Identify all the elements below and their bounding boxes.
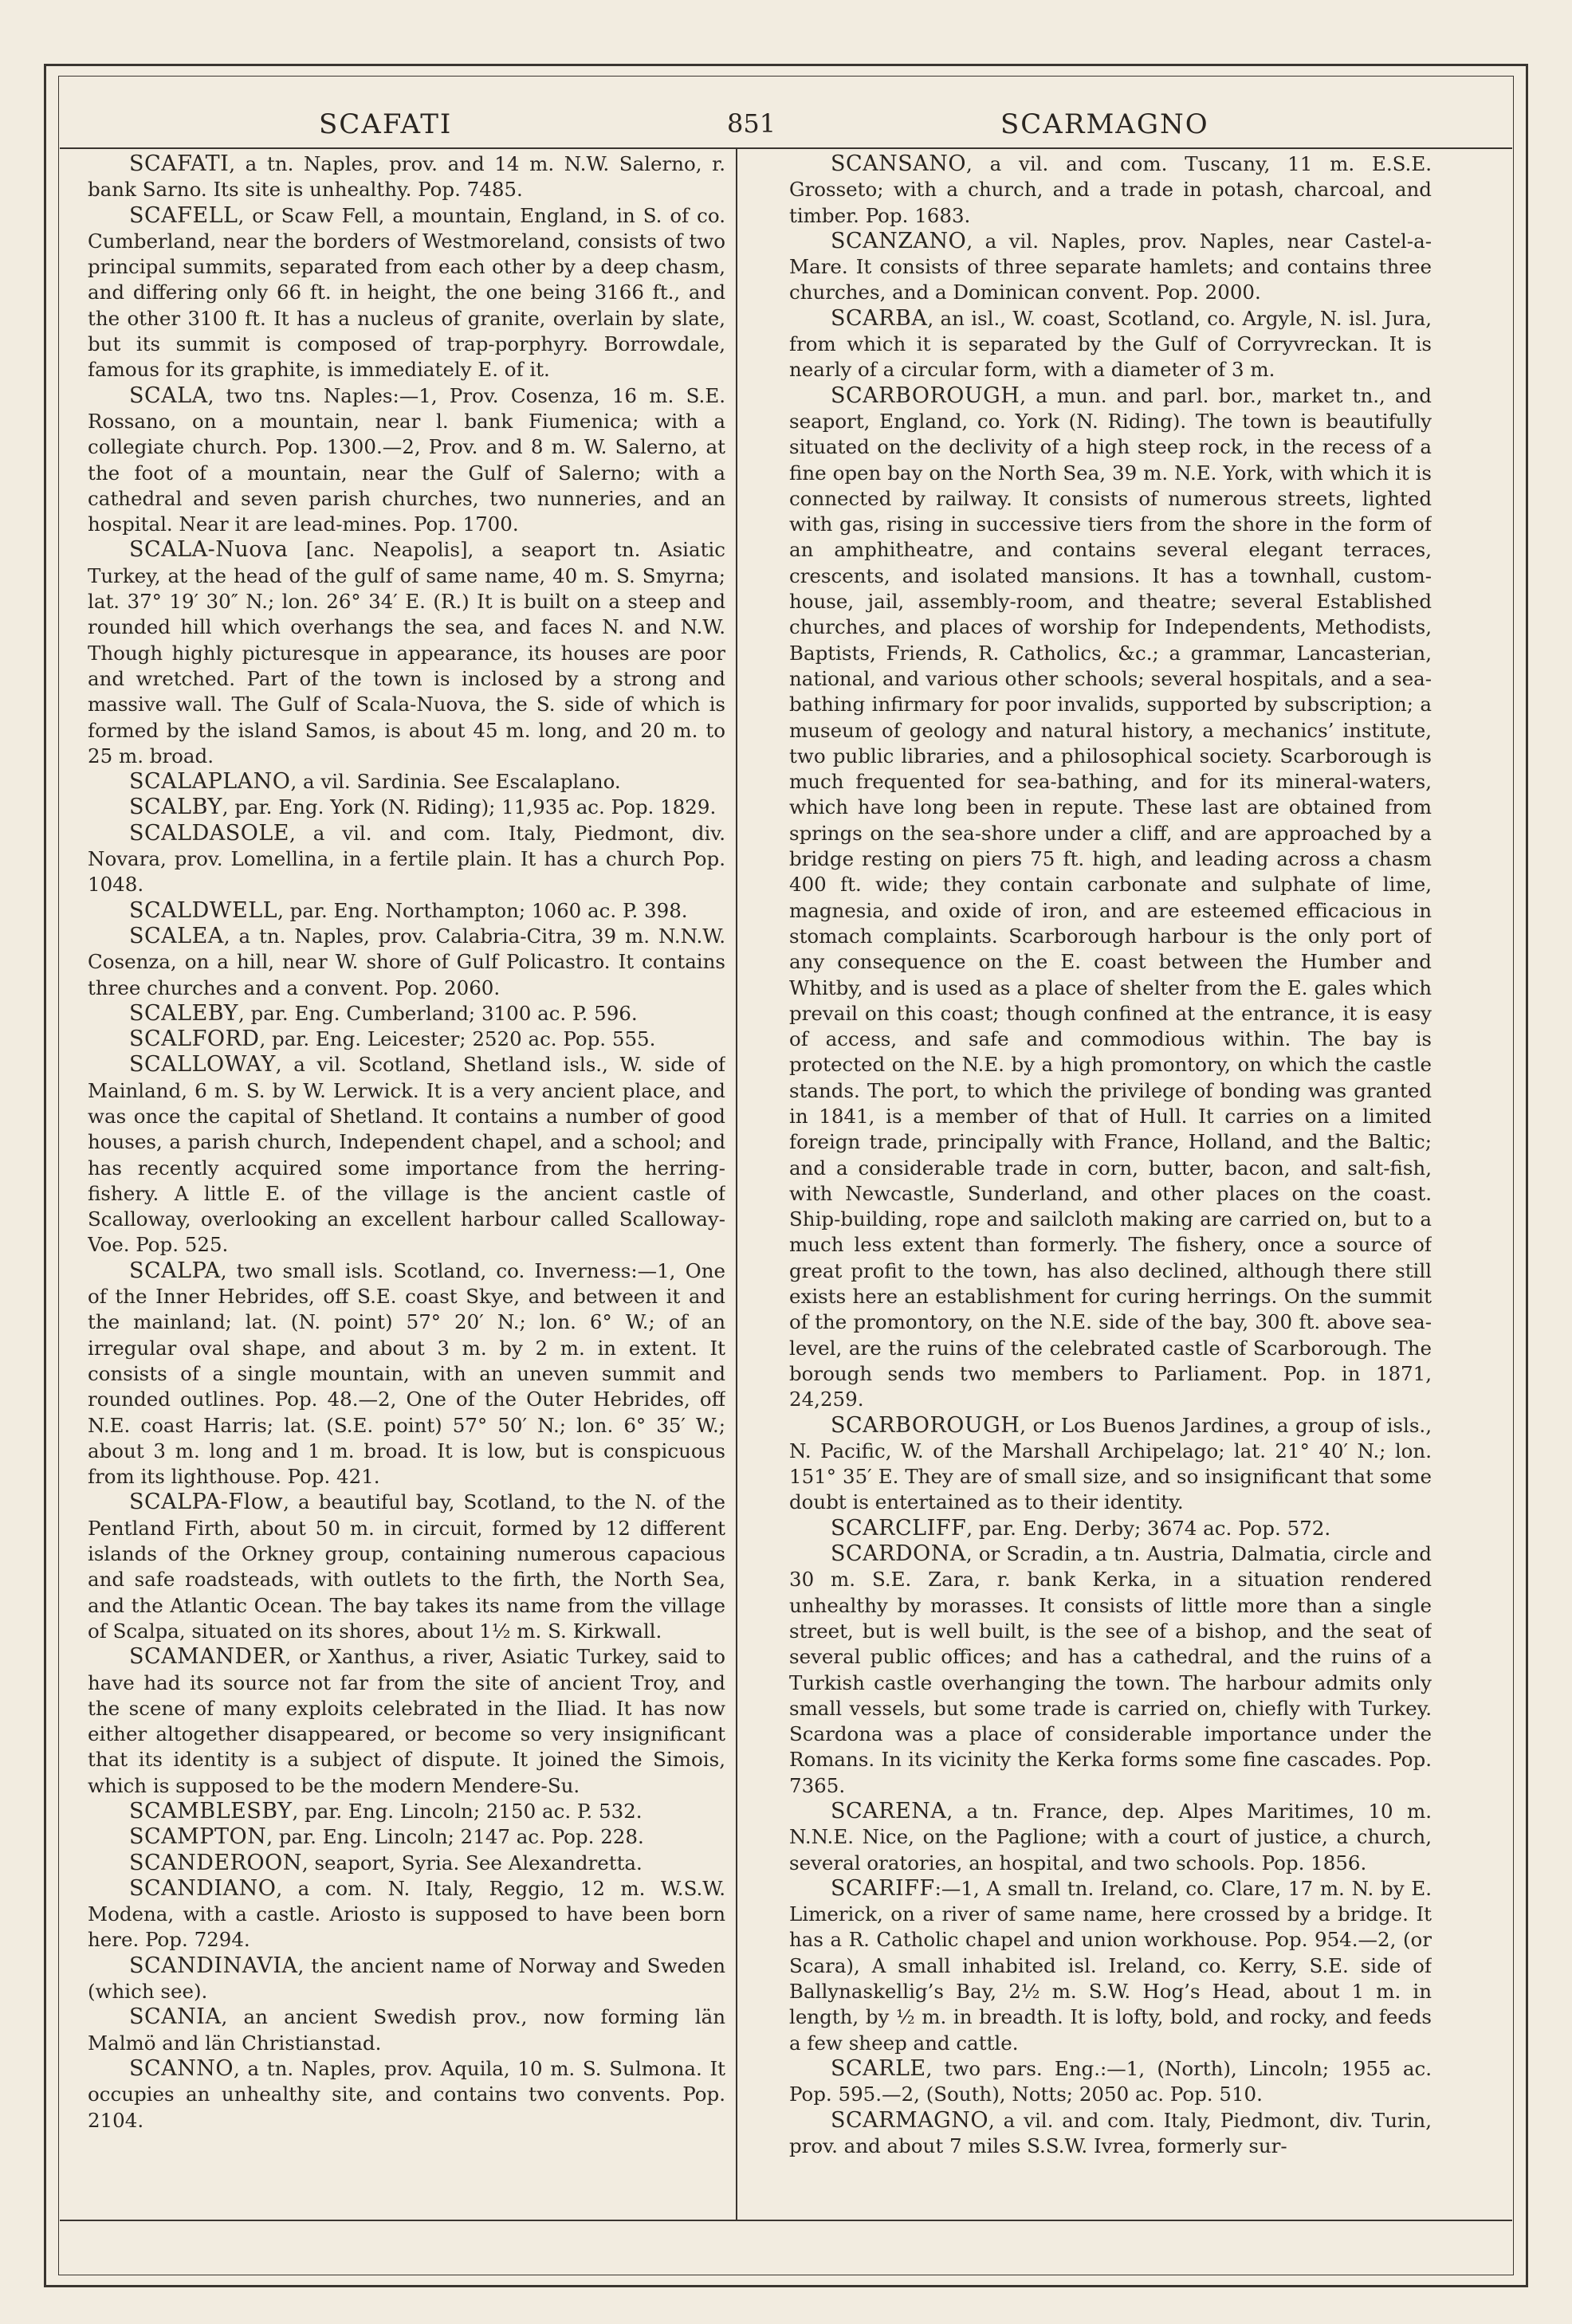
entry-text: , a tn. Naples, prov. Calabria-Citra, 39 m. N.N.W. Cosenza, on a hill, near W. shore of Gulf Policastro. It contains three churches and a convent. Pop. 2060. xyxy=(88,924,725,999)
entry-headword: SCANDIANO xyxy=(129,1875,277,1901)
gazetteer-entry xyxy=(88,1052,725,1258)
entry-headword: SCAMBLESBY xyxy=(129,1799,293,1823)
entry-headword: SCAMANDER xyxy=(129,1644,285,1670)
left-column xyxy=(88,151,725,2216)
entry-headword: SCALA-Nuova xyxy=(129,537,289,563)
gazetteer-entry xyxy=(88,1876,725,1953)
entry-text: , the ancient name of Norway and Sweden (which see). xyxy=(88,1953,725,2004)
gazetteer-entry xyxy=(88,1027,725,1052)
entry-text: , an ancient Swedish prov., now forming län Malmö and län Christianstad. xyxy=(88,2005,725,2055)
entry-text: , a vil. and com. Italy, Piedmont, div. Turin, prov. and about 7 miles S.S.W. Ivrea, formerly sur- xyxy=(789,2108,1432,2157)
entry-text: , a com. N. Italy, Reggio, 12 m. W.S.W. Modena, with a castle. Ariosto is supposed to have been born here. Pop. 7294. xyxy=(88,1876,725,1952)
entry-text: , an isl., W. coast, Scotland, co. Argyle, N. isl. Jura, from which it is separated by the Gulf of Corryvreckan. It is nearly of a circular form, with a diameter of 3 m. xyxy=(789,306,1432,382)
entry-text: , a vil. Naples, prov. Naples, near Castel-a-Mare. It consists of three separate hamlets; and contains three churches, and a Dominican convent. Pop. 2000. xyxy=(789,229,1432,304)
entry-text: , par. Eng. Cumberland; 3100 ac. P. 596. xyxy=(238,1001,638,1025)
gazetteer-entry xyxy=(88,1001,725,1027)
running-head-left: SCAFATI xyxy=(319,108,453,140)
entry-text: , a beautiful bay, Scotland, to the N. of the Pentland Firth, about 50 m. in circuit, formed by 12 different islands of the Orkney group, containing numerous capacious and safe roadsteads, with outlets to the firth, the North Sea, and the Atlantic Ocean. The bay takes its name from the village of Scalpa, situated on its shores, about 1½ m. S. Kirkwall. xyxy=(88,1490,725,1643)
entry-text: , par. Eng. Lincoln; 2147 ac. Pop. 228. xyxy=(266,1825,644,1849)
column-divider xyxy=(736,147,737,2220)
entry-headword: SCARLE xyxy=(831,2055,926,2081)
gazetteer-entry xyxy=(789,1413,1432,1516)
entry-headword: SCARBOROUGH xyxy=(831,1412,1020,1438)
gazetteer-entry xyxy=(88,769,725,795)
gazetteer-entry xyxy=(88,795,725,820)
gazetteer-entry xyxy=(88,537,725,769)
entry-text: , two small isls. Scotland, co. Inverness:—1, One of the Inner Hebrides, off S.E. coast Skye, and between it and the mainland; lat. (N. point) 57° 20′ N.; lon. 6° W.; of an irregular oval shape, and about 3 m. by 2 m. in extent. It consists of a single mountain, with an uneven summit and rounded outlines. Pop. 48.—2, One of the Outer Hebrides, off N.E. coast Harris; lat. (S.E. point) 57° 50′ N.; lon. 6° 35′ W.; about 3 m. long and 1 m. broad. It is low, but is conspicuous from its lighthouse. Pop. 421. xyxy=(88,1258,725,1489)
entry-headword: SCARIFF xyxy=(831,1875,935,1901)
gazetteer-entry xyxy=(88,1824,725,1850)
entry-text: , seaport, Syria. See Alexandretta. xyxy=(301,1851,643,1875)
gazetteer-entry xyxy=(88,1258,725,1490)
entry-headword: SCANZANO xyxy=(831,228,967,253)
gazetteer-entry xyxy=(88,924,725,1001)
gazetteer-entry xyxy=(789,2056,1432,2108)
page-number: 851 xyxy=(727,108,776,139)
entry-text: , a vil. and com. Italy, Piedmont, div. Novara, prov. Lomellina, in a fertile plain. It has a church Pop. 1048. xyxy=(88,821,725,897)
gazetteer-entry xyxy=(88,2004,725,2056)
entry-text: , or Xanthus, a river, Asiatic Turkey, said to have had its source not far from the site of ancient Troy, and the scene of many exploits celebrated in the Iliad. It has now either altogether disappeared, or become so very insignificant that its identity is a subject of dispute. It joined the Simois, which is supposed to be the modern Mendere-Su. xyxy=(88,1645,725,1797)
entry-headword: SCARDONA xyxy=(831,1541,966,1567)
entry-text: , a tn. Naples, prov. Aquila, 10 m. S. Sulmona. It occupies an unhealthy site, and contains two convents. Pop. 2104. xyxy=(88,2056,725,2132)
gazetteer-entry xyxy=(789,2108,1432,2160)
entry-headword: SCANDINAVIA xyxy=(129,1953,298,1978)
entry-text: , a vil. Scotland, Shetland isls., W. side of Mainland, 6 m. S. by W. Lerwick. It is a very ancient place, and was once the capital of Shetland. It contains a number of good houses, a parish church, Independent chapel, and a school; and has recently acquired some importance from the herring-fishery. A little E. of the village is the ancient castle of Scalloway, overlooking an excellent harbour called Scalloway-Voe. Pop. 525. xyxy=(88,1053,725,1257)
entry-headword: SCALLOWAY xyxy=(129,1052,276,1078)
gazetteer-entry xyxy=(88,821,725,898)
entry-headword: SCARMAGNO xyxy=(831,2107,988,2133)
entry-text: , two tns. Naples:—1, Prov. Cosenza, 16 m. S.E. Rossano, on a mountain, near l. bank Fiumenica; with a collegiate church. Pop. 1300.—2, Prov. and 8 m. W. Salerno, at the foot of a mountain, near the Gulf of Salerno; with a cathedral and seven parish churches, two nunneries, and an hospital. Near it are lead-mines. Pop. 1700. xyxy=(88,383,725,536)
entry-headword: SCALPA-Flow xyxy=(129,1490,284,1515)
entry-headword: SCARCLIFF xyxy=(831,1515,967,1541)
entry-headword: SCALA xyxy=(129,383,208,408)
gazetteer-entry xyxy=(88,898,725,924)
entry-headword: SCALEBY xyxy=(129,1000,238,1026)
gazetteer-entry xyxy=(789,306,1432,383)
entry-headword: SCANDEROON xyxy=(129,1850,302,1875)
entry-text: , or Scaw Fell, a mountain, England, in S. of co. Cumberland, near the borders of Westmoreland, consists of two principal summits, separated from each other by a deep chasm, and differing only 66 ft. in height, the one being 3166 ft., and the other 3100 ft. It has a nucleus of granite, overlain by slate, but its summit is composed of trap-porphyry. Borrowdale, famous for its graphite, is immediately E. of it. xyxy=(88,203,725,382)
gazetteer-entry xyxy=(789,229,1432,306)
gazetteer-entry xyxy=(88,2056,725,2134)
right-column xyxy=(789,151,1432,2216)
gazetteer-entry xyxy=(88,151,725,203)
entry-text: , par. Eng. Lincoln; 2150 ac. P. 532. xyxy=(292,1800,643,1823)
entry-text: :—1, A small tn. Ireland, co. Clare, 17 m. N. by E. Limerick, on a river of same name, here crossed by a bridge. It has a R. Catholic chapel and union workhouse. Pop. 954.—2, (or Scara), A small inhabited isl. Ireland, co. Kerry, S.E. side of Ballynaskellig’s Bay, 2½ m. S.W. Hog’s Head, about 1 m. in length, by ½ m. in breadth. It is lofty, bold, and rocky, and feeds a few sheep and cattle. xyxy=(789,1876,1432,2055)
gazetteer-entry xyxy=(789,1876,1432,2056)
entry-headword: SCALBY xyxy=(129,795,222,820)
entry-headword: SCAMPTON xyxy=(129,1824,267,1850)
gazetteer-entry xyxy=(789,1516,1432,1541)
gazetteer-entry xyxy=(789,1541,1432,1799)
gazetteer-entry xyxy=(88,1851,725,1876)
entry-headword: SCANSANO xyxy=(831,151,967,176)
entry-text: , or Scradin, a tn. Austria, Dalmatia, circle and 30 m. S.E. Zara, r. bank Kerka, in a situation rendered unhealthy by morasses. It consists of little more than a single street, but is well built, is the see of a bishop, and the seat of several public offices; and has a cathedral, and the ruins of a Turkish castle overhanging the town. The harbour admits only small vessels, but some trade is carried on, chiefly with Turkey. Scardona was a place of considerable importance under the Romans. In its vicinity the Kerka forms some fine cascades. Pop. 7365. xyxy=(789,1542,1432,1797)
entry-text: , par. Eng. York (N. Riding); 11,935 ac. Pop. 1829. xyxy=(222,795,717,819)
header-rule xyxy=(60,147,1512,149)
entry-text: , two pars. Eng.:—1, (North), Lincoln; 1955 ac. Pop. 595.—2, (South), Notts; 2050 ac. Pop. 510. xyxy=(789,2056,1432,2106)
entry-headword: SCAFATI xyxy=(129,151,230,176)
gazetteer-entry xyxy=(789,383,1432,1413)
footer-rule xyxy=(60,2220,1512,2221)
entry-text: , a vil. Sardinia. See Escalaplano. xyxy=(290,770,621,794)
entry-text: , a tn. Naples, prov. and 14 m. N.W. Salerno, r. bank Sarno. Its site is unhealthy. Pop. 7485. xyxy=(88,152,725,202)
gazetteer-entry xyxy=(88,383,725,538)
entry-text: , or Los Buenos Jardines, a group of isls., N. Pacific, W. of the Marshall Archipelago; lat. 21° 40′ N.; lon. 151° 35′ E. They are of small size, and so insignificant that some doubt is entertained as to their identity. xyxy=(789,1413,1432,1514)
entry-text: , par. Eng. Derby; 3674 ac. Pop. 572. xyxy=(966,1516,1331,1540)
gazetteer-entry xyxy=(789,1799,1432,1876)
gazetteer-entry xyxy=(88,1953,725,2005)
entry-headword: SCARBA xyxy=(831,305,928,331)
gazetteer-entry xyxy=(88,1799,725,1824)
gazetteer-entry xyxy=(789,151,1432,229)
entry-text: , par. Eng. Northampton; 1060 ac. P. 398. xyxy=(277,898,688,922)
entry-headword: SCALEA xyxy=(129,923,224,948)
entry-headword: SCANNO xyxy=(129,2055,234,2081)
gazetteer-entry xyxy=(88,203,725,383)
gazetteer-entry xyxy=(88,1490,725,1644)
entry-text: , a mun. and parl. bor., market tn., and seaport, England, co. York (N. Riding). The town is beautifully situated on the declivity of a high steep rock, in the recess of a fine open bay on the North Sea, 39 m. N.E. York, with which it is connected by railway. It consists of numerous streets, lighted with gas, rising in successive tiers from the shore in the form of an amphitheatre, and contains several elegant terraces, crescents, and isolated mansions. It has a townhall, custom-house, jail, assembly-room, and theatre; several Established churches, and places of worship for Independents, Methodists, Baptists, Friends, R. Catholics, &c.; a grammar, Lancasterian, national, and various other schools; several hospitals, and a sea-bathing infirmary for poor invalids, supported by subscription; a museum of geology and natural history, a mechanics’ institute, two public libraries, and a philosophical society. Scarborough is much frequented for sea-bathing, and for its mineral-waters, which have long been in repute. These last are obtained from springs on the sea-shore under a cliff, and are approached by a bridge resting on piers 75 ft. high, and leading across a chasm 400 ft. wide; they contain carbonate and sulphate of lime, magnesia, and oxide of iron, and are esteemed efficacious in stomach complaints. Scarborough harbour is the only port of any consequence on the E. coast between the Humber and Whitby, and is used as a place of shelter from the E. gales which prevail on this coast; though confined at the entrance, it is easy of access, and safe and commodious within. The bay is protected on the N.E. by a high promontory, on which the castle stands. The port, to which the privilege of bonding was granted in 1841, is a member of that of Hull. It carries on a limited foreign trade, principally with France, Holland, and the Baltic; and a considerable trade in corn, butter, bacon, and salt-fish, with Newcastle, Sunderland, and other places on the coast. Ship-building, rope and sailcloth making are carried on, but to a much less extent than formerly. The fishery, once a source of great profit to the town, has also declined, although there still exists here an establishment for curing herrings. On the summit of the promontory, on the N.E. side of the bay, 300 ft. above sea-level, are the ruins of the celebrated castle of Scarborough. The borough sends two members to Parliament. Pop. in 1871, 24,259. xyxy=(789,383,1432,1411)
entry-headword: SCALAPLANO xyxy=(129,769,291,795)
entry-headword: SCALFORD xyxy=(129,1027,260,1052)
entry-headword: SCAFELL xyxy=(129,202,238,228)
entry-text: [anc. Neapolis], a seaport tn. Asiatic Turkey, at the head of the gulf of same name, 40 m. S. Smyrna; lat. 37° 19′ 30″ N.; lon. 26° 34′ E. (R.) It is built on a steep and rounded hill which overhangs the sea, and faces N. and N.W. Though highly picturesque in appearance, its houses are poor and wretched. Part of the town is inclosed by a strong and massive wall. The Gulf of Scala-Nuova, the S. side of which is formed by the island Samos, is about 45 m. long, and 20 m. to 25 m. broad. xyxy=(88,538,725,767)
entry-headword: SCARBOROUGH xyxy=(831,383,1020,408)
entry-headword: SCARENA xyxy=(831,1799,947,1823)
gazetteer-entry xyxy=(88,1644,725,1799)
entry-headword: SCALDASOLE xyxy=(129,820,290,846)
entry-text: , a tn. France, dep. Alpes Maritimes, 10 m. N.N.E. Nice, on the Paglione; with a court of justice, a church, several oratories, an hospital, and two schools. Pop. 1856. xyxy=(789,1800,1432,1875)
running-head-right: SCARMAGNO xyxy=(1000,108,1209,140)
entry-headword: SCALPA xyxy=(129,1258,221,1283)
entry-text: , par. Eng. Leicester; 2520 ac. Pop. 555. xyxy=(259,1027,656,1051)
entry-text: , a vil. and com. Tuscany, 11 m. E.S.E. Grosseto; with a church, and a trade in potash, charcoal, and timber. Pop. 1683. xyxy=(789,152,1432,227)
entry-headword: SCALDWELL xyxy=(129,897,278,923)
entry-headword: SCANIA xyxy=(129,2004,222,2030)
